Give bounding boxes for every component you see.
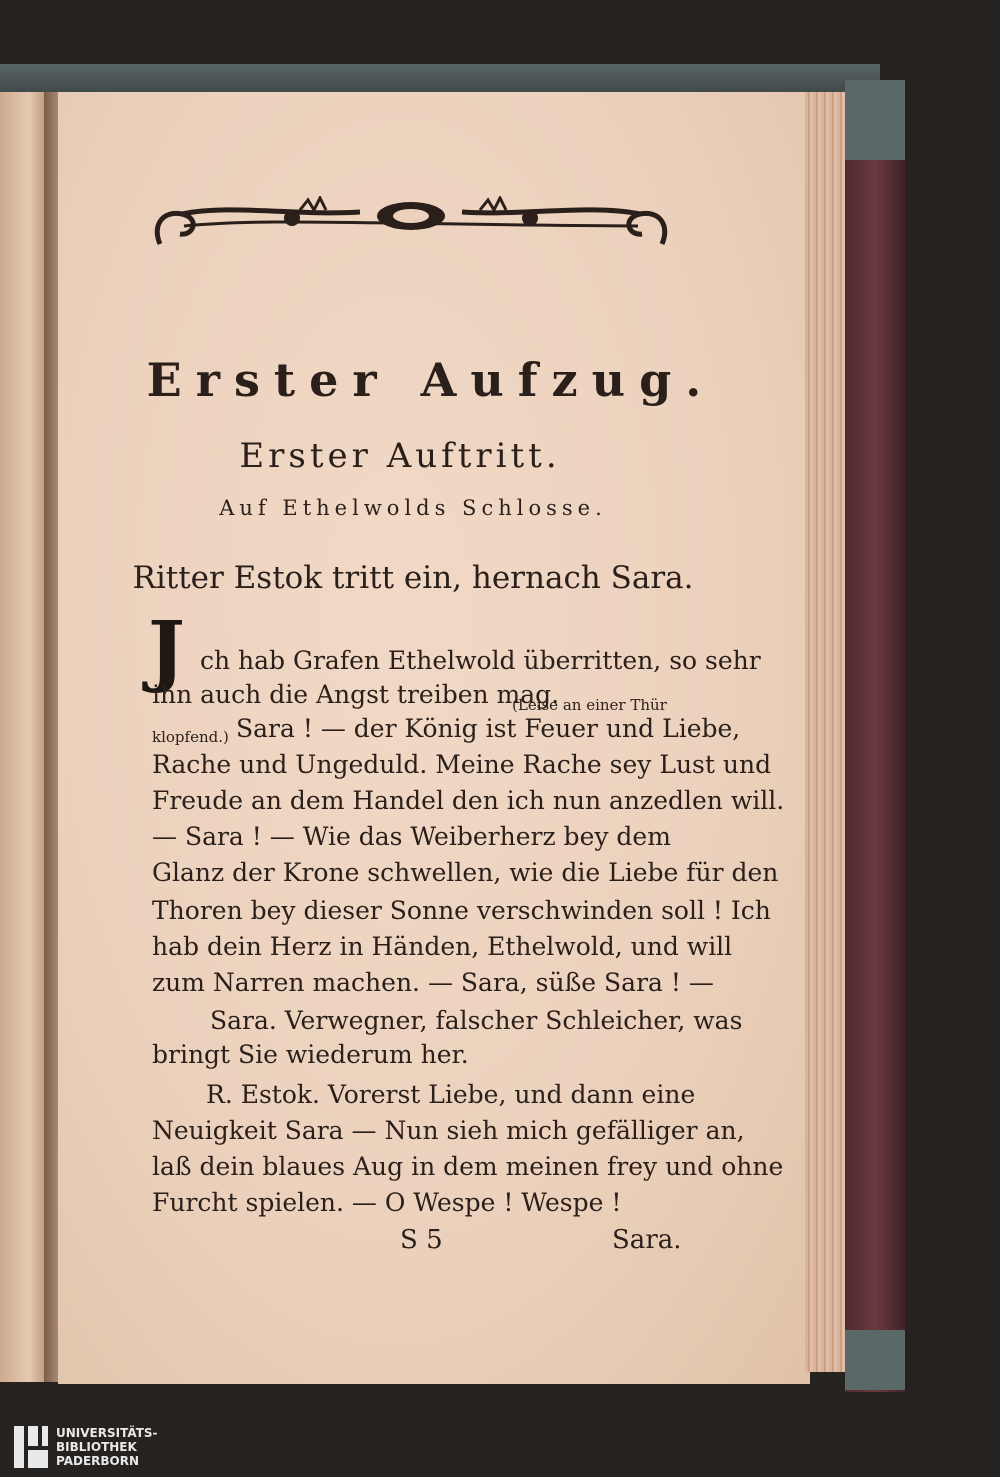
stage-note: klopfend.) xyxy=(152,728,229,746)
text-line: Furcht spielen. — O Wespe ! Wespe ! xyxy=(152,1188,622,1217)
university-library-logo-icon xyxy=(12,1424,52,1470)
text-line: Thoren bey dieser Sonne verschwinden soll ! Ich xyxy=(152,896,771,925)
scene-title: Erster Auftritt. xyxy=(239,436,561,476)
text-line: hab dein Herz in Händen, Ethelwold, und will xyxy=(152,932,733,961)
stage-note: (Leise an einer Thür xyxy=(512,696,667,714)
text-line: Glanz der Krone schwellen, wie die Liebe für den xyxy=(152,858,779,887)
drop-cap: J xyxy=(148,605,185,696)
library-logo-text: UNIVERSITÄTS- BIBLIOTHEK PADERBORN xyxy=(56,1426,158,1468)
left-page-edge xyxy=(0,92,48,1382)
signature-mark: S 5 xyxy=(400,1225,443,1255)
cover-corner-bottom xyxy=(845,1330,905,1390)
speaker-line-estok: R. Estok. Vorerst Liebe, und dann eine xyxy=(206,1080,696,1109)
text-line: — Sara ! — Wie das Weiberherz bey dem xyxy=(152,822,671,851)
text-line: Sara ! — der König ist Feuer und Liebe, xyxy=(236,714,741,743)
page-edges xyxy=(805,92,845,1372)
catchword: Sara. xyxy=(612,1225,682,1255)
text-line: laß dein blaues Aug in dem meinen frey und ohne xyxy=(152,1152,784,1181)
text-line: zum Narren machen. — Sara, süße Sara ! — xyxy=(152,968,714,997)
text-line: Neuigkeit Sara — Nun sieh mich gefälliger an, xyxy=(152,1116,745,1145)
scene-setting: Auf Ethelwolds Schlosse. xyxy=(219,496,607,520)
speaker-line-sara: Sara. Verwegner, falscher Schleicher, was xyxy=(210,1006,743,1035)
stage-direction: Ritter Estok tritt ein, hernach Sara. xyxy=(132,560,694,596)
text-line: bringt Sie wiederum her. xyxy=(152,1040,469,1069)
book-cover-right xyxy=(845,92,905,1392)
text-line: Rache und Ungeduld. Meine Rache sey Lust und xyxy=(152,750,772,779)
text-line: ch hab Grafen Ethelwold überritten, so sehr xyxy=(200,646,761,675)
text-line: ihn auch die Angst treiben mag. xyxy=(152,680,560,709)
ornament-header-icon xyxy=(150,196,672,252)
cover-corner-top xyxy=(845,80,905,160)
act-title: Erster Aufzug. xyxy=(146,353,716,407)
text-line: Freude an dem Handel den ich nun anzedlen will. xyxy=(152,786,785,815)
